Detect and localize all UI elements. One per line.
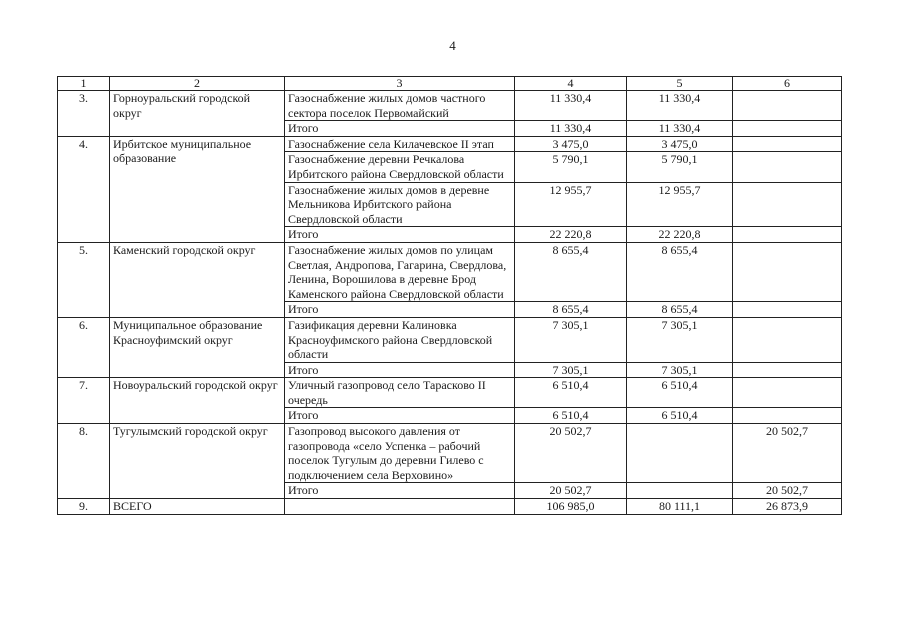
amount-value: 3 475,0 [661,136,698,151]
amount-cell-v5 [627,317,733,362]
project-description: Газификация деревни Калиновка Красноуфимского района Свердловской области [285,317,515,362]
amount-cell-v6 [733,302,842,318]
amount-cell-v4 [515,317,627,362]
municipality-name: Тугулымский городской округ [110,424,285,499]
amount-cell-v4 [515,91,627,121]
amount-cell-v6 [733,424,842,483]
amount-cell-v5 [627,408,733,424]
amount-cell-v6 [733,121,842,137]
amount-value: 6 510,4 [661,378,698,393]
column-header: 4 [515,77,627,91]
amount-value: 11 330,4 [658,91,701,105]
amount-value: 20 502,7 [549,424,592,439]
table-row [58,242,842,301]
subtotal-label: Итого [285,408,515,424]
column-header: 1 [58,77,110,91]
table-header-row [58,77,842,91]
amount-value: 11 330,4 [658,121,701,136]
subtotal-label: Итого [285,362,515,378]
amount-cell-v4 [515,121,627,137]
amount-value: 11 330,4 [549,91,592,105]
amount-value: 6 510,4 [552,378,589,393]
amount-cell-v5 [627,483,733,499]
amount-cell-v5 [627,227,733,243]
amount-value: 11 330,4 [549,121,592,136]
amount-cell-v6 [733,408,842,424]
amount-cell-v4 [515,182,627,227]
amount-cell-v4 [515,483,627,499]
amount-cell-v5 [627,242,733,301]
amount-value: 6 510,4 [661,408,698,423]
project-description: Уличный газопровод село Тарасково II очередь [285,378,515,408]
project-description: Газоснабжение села Килачевское II этап [285,136,515,152]
amount-cell-v6 [733,242,842,301]
amount-value: 20 502,7 [549,483,592,498]
row-number: 9. [58,499,110,515]
amount-cell-v4 [515,378,627,408]
table-row [58,424,842,483]
amount-value: 6 510,4 [552,408,589,423]
amount-value: 8 655,4 [552,302,589,317]
amount-cell-v6 [733,136,842,152]
column-header: 5 [627,77,733,91]
project-description: Газоснабжение жилых домов по улицам Светлая, Андропова, Гагарина, Свердлова, Ленина, Ворошилова в деревне Брод Каменского района Свердловской области [285,242,515,301]
municipality-name: Новоуральский городской округ [110,378,285,424]
amount-value: 106 985,0 [546,499,595,514]
amount-value: 3 475,0 [552,136,589,151]
amount-cell-v5 [627,378,733,408]
amount-cell-v6 [733,499,842,515]
amount-value: 8 655,4 [552,242,589,257]
amount-cell-v4 [515,408,627,424]
column-header: 2 [110,77,285,91]
subtotal-label: Итого [285,302,515,318]
amount-cell-v5 [627,121,733,137]
amount-value: 12 955,7 [549,182,592,197]
amount-cell-v4 [515,242,627,301]
amount-cell-v6 [733,152,842,182]
amount-cell-v6 [733,362,842,378]
subtotal-label: Итого [285,483,515,499]
amount-cell-v5 [627,302,733,318]
amount-cell-v4 [515,227,627,243]
project-description [285,499,515,515]
amount-cell-v5 [627,182,733,227]
project-description: Газоснабжение деревни Речкалова Ирбитского района Свердловской области [285,152,515,182]
amount-cell-v4 [515,302,627,318]
row-number: 5. [58,242,110,317]
amount-value: 12 955,7 [658,182,701,197]
amount-cell-v4 [515,499,627,515]
amount-value: 80 111,1 [658,499,701,514]
amount-cell-v6 [733,227,842,243]
amount-value: 7 305,1 [552,317,589,332]
amount-value: 5 790,1 [661,152,698,167]
table-row [58,136,842,152]
project-description: Газоснабжение жилых домов в деревне Мельникова Ирбитского района Свердловской области [285,182,515,227]
amount-cell-v6 [733,182,842,227]
row-number: 4. [58,136,110,242]
table-row [58,378,842,408]
amount-value: 7 305,1 [661,362,698,377]
amount-cell-v5 [627,362,733,378]
amount-value: 8 655,4 [661,302,698,317]
municipality-name: Муниципальное образование Красноуфимский округ [110,317,285,377]
amount-value: 22 220,8 [549,227,592,242]
table-row [58,91,842,121]
amount-value: 26 873,9 [766,499,808,514]
amount-value: 7 305,1 [661,317,698,332]
column-header: 6 [733,77,842,91]
amount-cell-v4 [515,424,627,483]
amount-value: 8 655,4 [661,242,698,257]
amount-cell-v5 [627,136,733,152]
row-number: 3. [58,91,110,137]
amount-cell-v5 [627,424,733,483]
project-description: Газоснабжение жилых домов частного сектора поселок Первомайский [285,91,515,121]
row-number: 8. [58,424,110,499]
amount-cell-v6 [733,91,842,121]
amount-value: 20 502,7 [766,483,808,498]
amount-cell-v6 [733,317,842,362]
row-number: 6. [58,317,110,377]
amount-cell-v6 [733,378,842,408]
municipality-name: ВСЕГО [110,499,285,515]
amount-value: 7 305,1 [552,362,589,377]
amount-cell-v5 [627,499,733,515]
amount-value: 20 502,7 [766,424,808,439]
project-description: Газопровод высокого давления от газопровода «село Успенка – рабочий поселок Тугулым до деревни Гилево с подключением села Верховино» [285,424,515,483]
amount-value: 22 220,8 [658,227,701,242]
table-row [58,499,842,515]
subtotal-label: Итого [285,227,515,243]
page-number: 4 [449,38,456,53]
amount-cell-v4 [515,362,627,378]
table-row [58,317,842,362]
amount-cell-v4 [515,136,627,152]
amount-cell-v5 [627,91,733,121]
amount-cell-v5 [627,152,733,182]
amount-cell-v6 [733,483,842,499]
municipality-name: Горноуральский городской округ [110,91,285,137]
municipality-name: Ирбитское муниципальное образование [110,136,285,242]
amount-value: 5 790,1 [552,152,589,167]
column-header: 3 [285,77,515,91]
budget-table [57,76,842,515]
subtotal-label: Итого [285,121,515,137]
municipality-name: Каменский городской округ [110,242,285,317]
amount-cell-v4 [515,152,627,182]
row-number: 7. [58,378,110,424]
